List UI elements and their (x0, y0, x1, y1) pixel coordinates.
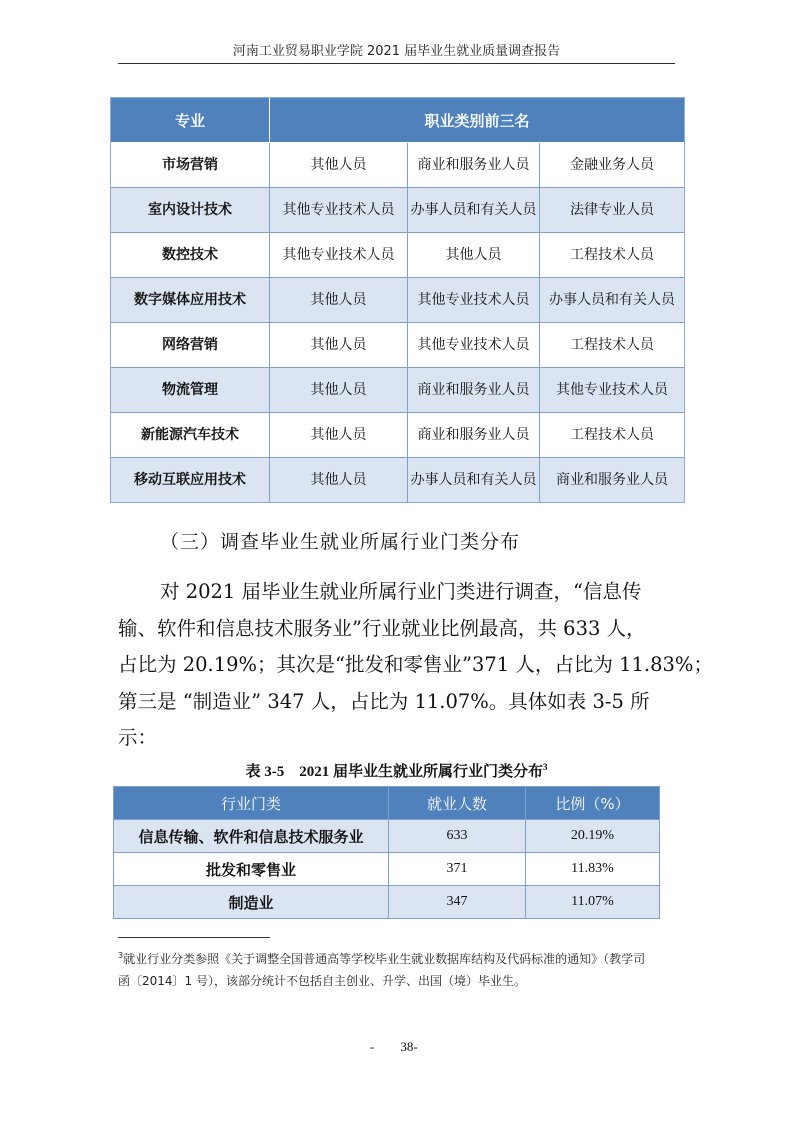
running-header: 河南工业贸易职业学院 2021 届毕业生就业质量调查报告 (232, 44, 561, 59)
header-top3: 职业类别前三名 (270, 98, 685, 143)
occupation-cell: 工程技术人员 (540, 323, 685, 368)
industry-cell: 信息传输、软件和信息技术服务业 (114, 820, 389, 853)
table-header-row (111, 98, 685, 143)
header-divider (118, 63, 675, 64)
footnote-divider (118, 937, 270, 938)
footnote-marker: 3 (118, 951, 124, 960)
header-major: 专业 (111, 98, 270, 143)
major-cell: 市场营销 (111, 143, 270, 188)
table-row (114, 853, 660, 886)
occupation-cell: 其他人员 (270, 278, 408, 323)
footnote-marker: 3 (543, 762, 548, 772)
occupation-cell: 办事人员和有关人员 (408, 458, 540, 503)
occupation-cell: 其他专业技术人员 (408, 323, 540, 368)
occupation-cell: 其他人员 (270, 368, 408, 413)
industry-cell: 制造业 (114, 886, 389, 919)
table-row (111, 413, 685, 458)
table-row (114, 820, 660, 853)
industry-cell: 批发和零售业 (114, 853, 389, 886)
occupation-cell: 其他人员 (408, 233, 540, 278)
count-cell: 347 (389, 886, 526, 919)
table-header-row (114, 787, 660, 820)
paragraph-line: 输、软件和信息技术服务业”行业就业比例最高，共 633 人， (118, 616, 646, 640)
table-row (111, 323, 685, 368)
ratio-cell: 11.07% (526, 886, 660, 919)
caption-text: 表 3-5 2021 届毕业生就业所属行业门类分布 (245, 764, 543, 780)
occupation-cell: 金融业务人员 (540, 143, 685, 188)
table-row (111, 278, 685, 323)
major-cell: 移动互联应用技术 (111, 458, 270, 503)
table-row (111, 143, 685, 188)
major-cell: 室内设计技术 (111, 188, 270, 233)
paragraph-line: 对 2021 届毕业生就业所属行业门类进行调查，“信息传 (160, 580, 642, 603)
footnote-text: 就业行业分类参照《关于调整全国普通高等学校毕业生就业数据库结构及代码标准的通知》（教学司 (123, 952, 646, 966)
occupation-cell: 商业和服务业人员 (408, 413, 540, 458)
occupation-cell: 其他专业技术人员 (540, 368, 685, 413)
table-row (111, 233, 685, 278)
ratio-cell: 11.83% (526, 853, 660, 886)
header-ratio: 比例（%） (526, 787, 660, 820)
count-cell: 633 (389, 820, 526, 853)
industry-distribution-table (113, 786, 660, 919)
body-paragraph (118, 574, 713, 757)
table-row (111, 188, 685, 233)
occupation-cell: 其他专业技术人员 (270, 188, 408, 233)
occupation-cell: 其他人员 (270, 143, 408, 188)
header-industry: 行业门类 (114, 787, 389, 820)
footnote (118, 945, 678, 992)
paragraph-line: 第三是 “制造业” 347 人，占比为 11.07%。具体如表 3-5 所 (118, 689, 650, 713)
major-cell: 物流管理 (111, 368, 270, 413)
occupation-cell: 其他专业技术人员 (270, 233, 408, 278)
major-cell: 新能源汽车技术 (111, 413, 270, 458)
major-cell: 数字媒体应用技术 (111, 278, 270, 323)
occupation-cell: 其他人员 (270, 413, 408, 458)
occupation-top3-table (110, 97, 685, 503)
occupation-cell: 其他人员 (270, 323, 408, 368)
occupation-cell: 商业和服务业人员 (408, 368, 540, 413)
header-count: 就业人数 (389, 787, 526, 820)
footnote-line: 函〔2014〕1 号），该部分统计不包括自主创业、升学、出国（境）毕业生。 (118, 974, 526, 988)
occupation-cell: 办事人员和有关人员 (540, 278, 685, 323)
major-cell: 网络营销 (111, 323, 270, 368)
table-row (111, 458, 685, 503)
occupation-cell: 商业和服务业人员 (408, 143, 540, 188)
table-row (111, 368, 685, 413)
major-cell: 数控技术 (111, 233, 270, 278)
occupation-cell: 其他专业技术人员 (408, 278, 540, 323)
table-caption (118, 760, 675, 781)
count-cell: 371 (389, 853, 526, 886)
occupation-cell: 其他人员 (270, 458, 408, 503)
ratio-cell: 20.19% (526, 820, 660, 853)
occupation-cell: 工程技术人员 (540, 413, 685, 458)
paragraph-line: 示： (118, 726, 158, 749)
section-heading: （三）调查毕业生就业所属行业门类分布 (160, 531, 521, 553)
paragraph-line: 占比为 20.19%；其次是“批发和零售业”371 人，占比为 11.83%； (118, 653, 713, 676)
occupation-cell: 办事人员和有关人员 (408, 188, 540, 233)
occupation-cell: 工程技术人员 (540, 233, 685, 278)
table-row (114, 886, 660, 919)
page-number: - 38- (370, 1039, 418, 1054)
occupation-cell: 商业和服务业人员 (540, 458, 685, 503)
occupation-cell: 法律专业人员 (540, 188, 685, 233)
footnote-line (118, 945, 678, 970)
